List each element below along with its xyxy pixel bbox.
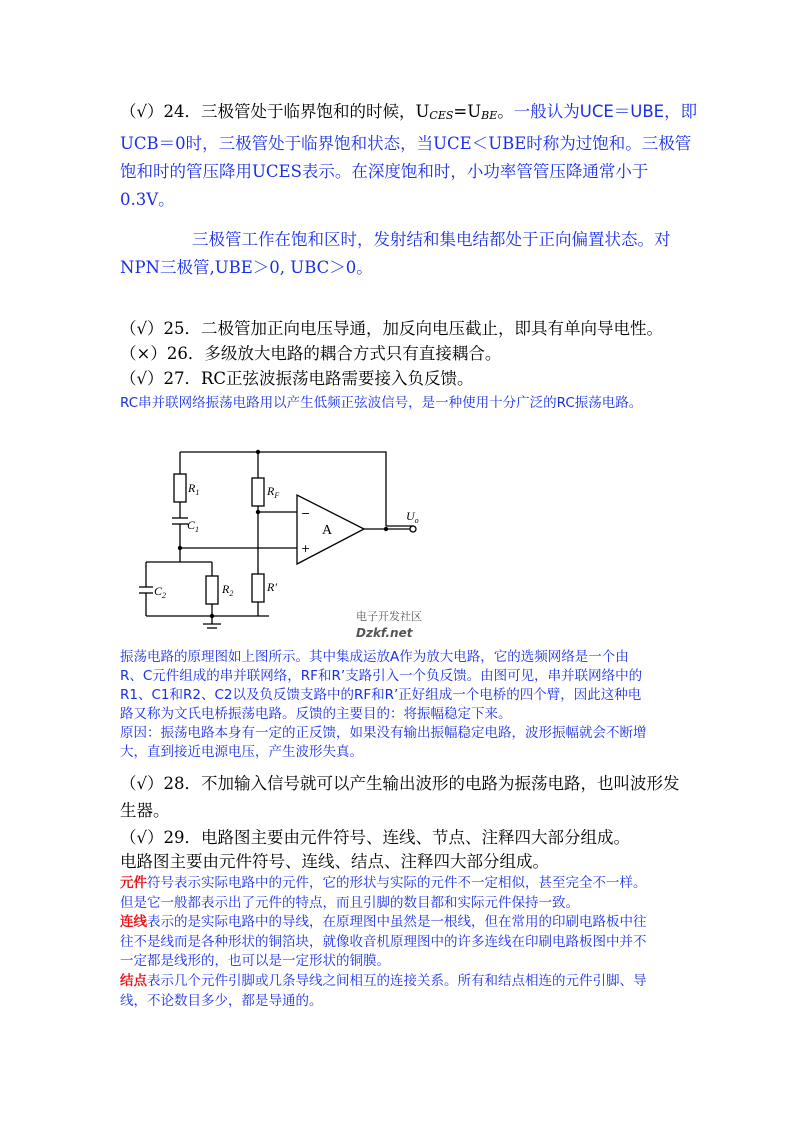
note-term-node: 结点 [120, 972, 147, 989]
rf-label: $R_F$ [267, 484, 280, 500]
q28-mark: （√） [120, 774, 164, 793]
c1-label: $C_1$ [187, 518, 200, 534]
wien-bridge-circuit [124, 440, 454, 645]
q28-text: 28．不加输入信号就可以产生输出波形的电路为振荡电路，也叫波形发 [163, 774, 680, 793]
amp-label: A [322, 523, 333, 538]
q24-blue-line: UCB＝0时，三极管处于临界饱和状态，当UCE＜UBE时称为过饱和。三极管 [120, 134, 692, 153]
osc-line: 大，直到接近电源电压，产生波形失真。 [120, 744, 363, 760]
osc-line: R、C元件组成的串并联网络，RF和R’支路引入一个负反馈。由图可见，串并联网络中的 [120, 668, 643, 684]
q27-text: 27．RC正弦波振荡电路需要接入负反馈。 [163, 369, 474, 388]
watermark-cn: 电子开发社区 [356, 610, 422, 623]
q25-text: 25．二极管加正向电压导通，加反向电压截止，即具有单向导电性。 [163, 319, 664, 338]
q29-mark: （√） [120, 828, 164, 847]
question-25 [120, 316, 690, 341]
c2-label: $C_2$ [154, 584, 167, 600]
q24-blue-para2: NPN三极管,UBE＞0, UBC＞0。 [120, 258, 373, 277]
question-27 [120, 366, 690, 391]
output-label: $U_o$ [406, 509, 419, 525]
note-text: 表示的是实际电路中的导线，在原理图中虽然是一根线，但在常用的印刷电路板中往 [147, 914, 647, 931]
osc-line: 原因：振荡电路本身有一定的正反馈，如果没有输出振幅稳定电路，波形振幅就会不断增 [120, 725, 647, 741]
q24-blue-line: 饱和时的管压降用UCES表示。在深度饱和时，小功率管管压降通常小于 [120, 162, 649, 181]
note-term-component: 元件 [120, 875, 147, 891]
minus-sign: − [301, 507, 311, 520]
osc-line: 振荡电路的原理图如上图所示。其中集成运放A作为放大电路，它的选频网络是一个由 [120, 649, 629, 665]
q26-mark: （×） [120, 344, 167, 363]
note-text: 一定都是线形的，也可以是一定形状的铜膜。 [120, 953, 390, 970]
osc-line: R1、C1和R2、C2以及负反馈支路中的RF和R’正好组成一个电桥的四个臂，因此这种电 [120, 687, 642, 703]
osc-line: 路又称为文氏电桥振荡电路。反馈的主要目的：将振幅稳定下来。 [120, 706, 512, 722]
r2-label: $R_2$ [222, 582, 234, 598]
q26-text: 26．多级放大电路的耦合方式只有直接耦合。 [166, 344, 502, 363]
rc-note: RC串并联网络振荡电路用以产生低频正弦波信号，是一种使用十分广泛的RC振荡电路。 [120, 395, 643, 411]
question-28 [120, 770, 690, 824]
question-29 [120, 826, 690, 874]
r-prime-label: R' [267, 580, 277, 594]
q24-sub-be: BE [481, 109, 498, 122]
q29-text: 29．电路图主要由元件符号、连线、节点、注释四大部分组成。 [163, 828, 631, 847]
watermark-en: Dzkf.net [356, 626, 413, 640]
q24-number: 24． [163, 102, 202, 121]
circuit-notes [120, 874, 690, 1011]
q27-mark: （√） [120, 369, 164, 388]
question-24 [120, 98, 698, 282]
q24-blue-line: 0.3V。 [120, 190, 175, 209]
q24-text-a: 三极管处于临界饱和的时候，U [201, 102, 430, 121]
oscillator-description [120, 648, 690, 762]
note-text: 表示几个元件引脚或几条导线之间相互的连接关系。所有和结点相连的元件引脚、导 [147, 972, 647, 989]
question-26 [120, 341, 690, 366]
note-text: 符号表示实际电路中的元件，它的形状与实际的元件不一定相似，甚至完全不一样。 [147, 875, 647, 891]
plus-sign: + [301, 542, 311, 555]
q24-blue-para2: 三极管工作在饱和区时，发射结和集电结都处于正向偏置状态。对 [192, 230, 671, 249]
r1-label: $R_1$ [188, 481, 200, 497]
q24-text-c: 。 [497, 102, 514, 121]
q29-text-2: 电路图主要由元件符号、连线、结点、注释四大部分组成。 [120, 852, 549, 871]
note-text: 但是它一般都表示出了元件的特点，而且引脚的数目都和实际元件保持一致。 [120, 894, 579, 911]
q25-mark: （√） [120, 319, 164, 338]
q24-mark: （√） [120, 102, 164, 121]
q28-text-cont: 生器。 [120, 801, 170, 820]
q24-text-b: =U [453, 102, 482, 121]
questions-25-27 [120, 316, 690, 391]
note-term-wire: 连线 [120, 914, 147, 931]
note-text: 往不是线而是各种形状的铜箔块，就像收音机原理图中的许多连线在印刷电路板图中并不 [120, 933, 647, 950]
q24-blue-head: 一般认为UCE＝UBE，即 [513, 102, 698, 121]
q24-sub-ces: CES [429, 109, 454, 122]
note-text: 线，不论数目多少，都是导通的。 [120, 992, 323, 1009]
